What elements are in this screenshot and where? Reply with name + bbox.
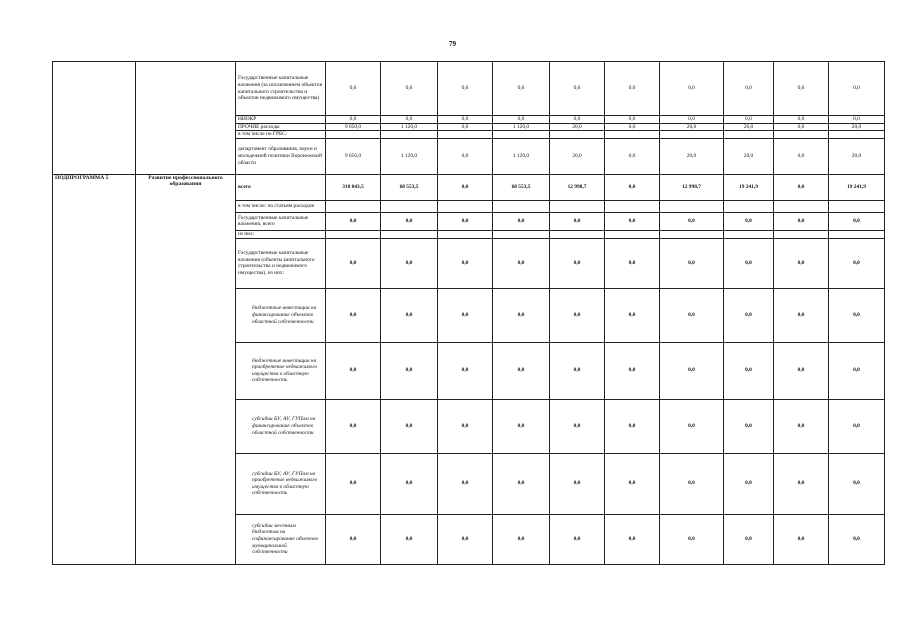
value-cell: 0,0 <box>660 212 724 230</box>
value-cell: 0,0 <box>724 453 774 514</box>
budget-table <box>52 61 885 565</box>
row-label: НИОКР <box>236 116 326 124</box>
value-cell <box>605 131 660 139</box>
value-cell <box>438 131 493 139</box>
value-cell: 0,0 <box>774 212 829 230</box>
value-cell <box>381 131 438 139</box>
row-label: субсидии местным бюджетам на софинансирование объектов муниципальной собственности <box>236 514 326 564</box>
value-cell: 12 998,7 <box>550 174 605 200</box>
value-cell: 0,0 <box>829 62 885 116</box>
value-cell: 0,0 <box>550 342 605 399</box>
value-cell: 0,0 <box>605 116 660 124</box>
value-cell: 0,0 <box>605 212 660 230</box>
value-cell: 0,0 <box>829 238 885 288</box>
value-cell: 0,0 <box>774 123 829 131</box>
value-cell <box>493 131 550 139</box>
value-cell: 0,0 <box>438 174 493 200</box>
value-cell: 0,0 <box>724 288 774 342</box>
value-cell: 0,0 <box>381 212 438 230</box>
value-cell <box>724 200 774 212</box>
value-cell: 0,0 <box>724 212 774 230</box>
value-cell <box>829 200 885 212</box>
value-cell: 0,0 <box>326 399 381 453</box>
value-cell: 0,0 <box>605 399 660 453</box>
value-cell: 0,0 <box>774 238 829 288</box>
value-cell: 0,0 <box>605 123 660 131</box>
value-cell: 0,0 <box>550 62 605 116</box>
value-cell <box>774 200 829 212</box>
value-cell <box>829 230 885 238</box>
value-cell: 0,0 <box>605 453 660 514</box>
value-cell: 0,0 <box>660 116 724 124</box>
value-cell <box>660 131 724 139</box>
table-row <box>53 174 885 200</box>
value-cell <box>724 230 774 238</box>
value-cell: 1 120,0 <box>493 138 550 174</box>
value-cell: 0,0 <box>381 288 438 342</box>
value-cell: 0,0 <box>381 238 438 288</box>
value-cell: 0,0 <box>724 342 774 399</box>
value-cell: 310 043,5 <box>326 174 381 200</box>
value-cell <box>660 200 724 212</box>
value-cell: 0,0 <box>438 514 493 564</box>
value-cell: 20,0 <box>724 123 774 131</box>
value-cell: 0,0 <box>493 238 550 288</box>
value-cell: 1 120,0 <box>381 123 438 131</box>
value-cell <box>550 200 605 212</box>
value-cell: 19 241,9 <box>829 174 885 200</box>
row-label: Государственные капитальные вложения, всего <box>236 212 326 230</box>
value-cell: 0,0 <box>493 62 550 116</box>
value-cell <box>774 131 829 139</box>
value-cell: 0,0 <box>605 62 660 116</box>
value-cell: 0,0 <box>605 288 660 342</box>
value-cell: 20,0 <box>660 138 724 174</box>
value-cell: 0,0 <box>829 342 885 399</box>
value-cell: 0,0 <box>660 342 724 399</box>
value-cell: 20,0 <box>550 123 605 131</box>
value-cell: 0,0 <box>829 453 885 514</box>
value-cell: 0,0 <box>724 62 774 116</box>
blank-cell <box>136 62 236 175</box>
value-cell: 0,0 <box>660 62 724 116</box>
blank-cell <box>53 62 136 175</box>
row-label: ПРОЧИЕ расходы <box>236 123 326 131</box>
value-cell: 0,0 <box>724 514 774 564</box>
value-cell: 0,0 <box>660 399 724 453</box>
value-cell: 0,0 <box>326 288 381 342</box>
value-cell: 20,0 <box>829 123 885 131</box>
value-cell: 0,0 <box>829 212 885 230</box>
value-cell: 20,0 <box>550 138 605 174</box>
value-cell: 0,0 <box>381 453 438 514</box>
value-cell <box>381 200 438 212</box>
value-cell: 0,0 <box>493 514 550 564</box>
value-cell: 0,0 <box>605 138 660 174</box>
value-cell <box>493 230 550 238</box>
value-cell <box>550 230 605 238</box>
value-cell: 0,0 <box>550 238 605 288</box>
subprogram-code: ПОДПРОГРАММА 5 <box>53 174 136 564</box>
value-cell: 9 650,0 <box>326 123 381 131</box>
value-cell: 0,0 <box>550 514 605 564</box>
value-cell <box>438 200 493 212</box>
value-cell: 1 120,0 <box>493 123 550 131</box>
value-cell: 20,0 <box>829 138 885 174</box>
value-cell: 0,0 <box>438 123 493 131</box>
value-cell: 0,0 <box>438 212 493 230</box>
value-cell <box>605 200 660 212</box>
value-cell: 0,0 <box>550 399 605 453</box>
value-cell: 0,0 <box>326 453 381 514</box>
row-label: в том числе: по статьям расходов <box>236 200 326 212</box>
value-cell: 0,0 <box>829 288 885 342</box>
value-cell <box>550 131 605 139</box>
value-cell: 0,0 <box>550 453 605 514</box>
value-cell: 0,0 <box>660 453 724 514</box>
value-cell: 0,0 <box>381 342 438 399</box>
value-cell: 0,0 <box>493 212 550 230</box>
value-cell: 0,0 <box>493 116 550 124</box>
value-cell: 0,0 <box>774 116 829 124</box>
value-cell: 0,0 <box>438 138 493 174</box>
value-cell <box>829 131 885 139</box>
value-cell: 0,0 <box>550 116 605 124</box>
value-cell: 0,0 <box>605 174 660 200</box>
value-cell: 0,0 <box>381 116 438 124</box>
value-cell: 0,0 <box>774 399 829 453</box>
row-label: бюджетные инвестиции на приобретение недвижимого имущества в областную собственность <box>236 342 326 399</box>
value-cell: 0,0 <box>326 238 381 288</box>
value-cell: 0,0 <box>660 288 724 342</box>
value-cell: 68 553,5 <box>381 174 438 200</box>
value-cell <box>605 230 660 238</box>
row-label: из них: <box>236 230 326 238</box>
value-cell: 0,0 <box>550 288 605 342</box>
value-cell: 0,0 <box>774 174 829 200</box>
value-cell: 1 120,0 <box>381 138 438 174</box>
value-cell: 0,0 <box>774 453 829 514</box>
row-label: субсидии БУ, АУ, ГУПам на финансирование объектов областной собственности <box>236 399 326 453</box>
value-cell: 0,0 <box>326 514 381 564</box>
value-cell: 0,0 <box>326 342 381 399</box>
row-label: бюджетные инвестиции на финансирование объектов областной собственности <box>236 288 326 342</box>
value-cell: 68 553,5 <box>493 174 550 200</box>
value-cell: 0,0 <box>438 399 493 453</box>
value-cell <box>774 230 829 238</box>
value-cell: 0,0 <box>774 342 829 399</box>
value-cell: 0,0 <box>381 399 438 453</box>
row-label: Государственные капитальные вложения (за исключением объектов капитального строительства и объектов недвижимого имущества) <box>236 62 326 116</box>
budget-table-body <box>53 62 885 565</box>
value-cell: 0,0 <box>829 399 885 453</box>
row-label: Государственные капитальные вложения (объекты капитального строительства и недвижимого имущества), из них: <box>236 238 326 288</box>
value-cell: 19 241,9 <box>724 174 774 200</box>
value-cell: 0,0 <box>724 116 774 124</box>
value-cell: 0,0 <box>605 238 660 288</box>
subprogram-name: Развитие профессионального образования <box>136 174 236 564</box>
row-label: субсидии БУ, АУ, ГУПам на приобретение недвижимого имущества в областную собственность <box>236 453 326 514</box>
value-cell: 0,0 <box>605 514 660 564</box>
value-cell: 0,0 <box>493 342 550 399</box>
value-cell: 0,0 <box>660 514 724 564</box>
row-label: в том числе по ГРБС: <box>236 131 326 139</box>
value-cell: 20,0 <box>724 138 774 174</box>
value-cell: 0,0 <box>493 399 550 453</box>
page-number: 79 <box>449 40 456 48</box>
value-cell: 0,0 <box>438 238 493 288</box>
value-cell: 9 650,0 <box>326 138 381 174</box>
value-cell: 0,0 <box>774 62 829 116</box>
value-cell: 0,0 <box>829 514 885 564</box>
value-cell: 0,0 <box>493 453 550 514</box>
value-cell: 0,0 <box>550 212 605 230</box>
value-cell: 0,0 <box>774 138 829 174</box>
value-cell: 0,0 <box>438 342 493 399</box>
value-cell: 0,0 <box>326 212 381 230</box>
value-cell <box>326 230 381 238</box>
row-label: всего <box>236 174 326 200</box>
value-cell <box>326 200 381 212</box>
value-cell: 0,0 <box>774 288 829 342</box>
value-cell: 0,0 <box>438 116 493 124</box>
value-cell <box>326 131 381 139</box>
value-cell: 0,0 <box>438 288 493 342</box>
row-label: департамент образования, науки и молодежной политики Воронежской области <box>236 138 326 174</box>
value-cell: 0,0 <box>381 514 438 564</box>
value-cell: 0,0 <box>326 116 381 124</box>
value-cell: 0,0 <box>829 116 885 124</box>
value-cell: 0,0 <box>724 238 774 288</box>
value-cell: 0,0 <box>493 288 550 342</box>
value-cell: 0,0 <box>724 399 774 453</box>
value-cell: 12 998,7 <box>660 174 724 200</box>
value-cell: 0,0 <box>326 62 381 116</box>
value-cell <box>660 230 724 238</box>
value-cell <box>493 200 550 212</box>
value-cell: 0,0 <box>438 453 493 514</box>
value-cell: 0,0 <box>774 514 829 564</box>
value-cell <box>438 230 493 238</box>
value-cell: 0,0 <box>605 342 660 399</box>
value-cell: 20,0 <box>660 123 724 131</box>
value-cell <box>724 131 774 139</box>
table-row <box>53 62 885 116</box>
value-cell: 0,0 <box>438 62 493 116</box>
value-cell <box>381 230 438 238</box>
value-cell: 0,0 <box>381 62 438 116</box>
value-cell: 0,0 <box>660 238 724 288</box>
